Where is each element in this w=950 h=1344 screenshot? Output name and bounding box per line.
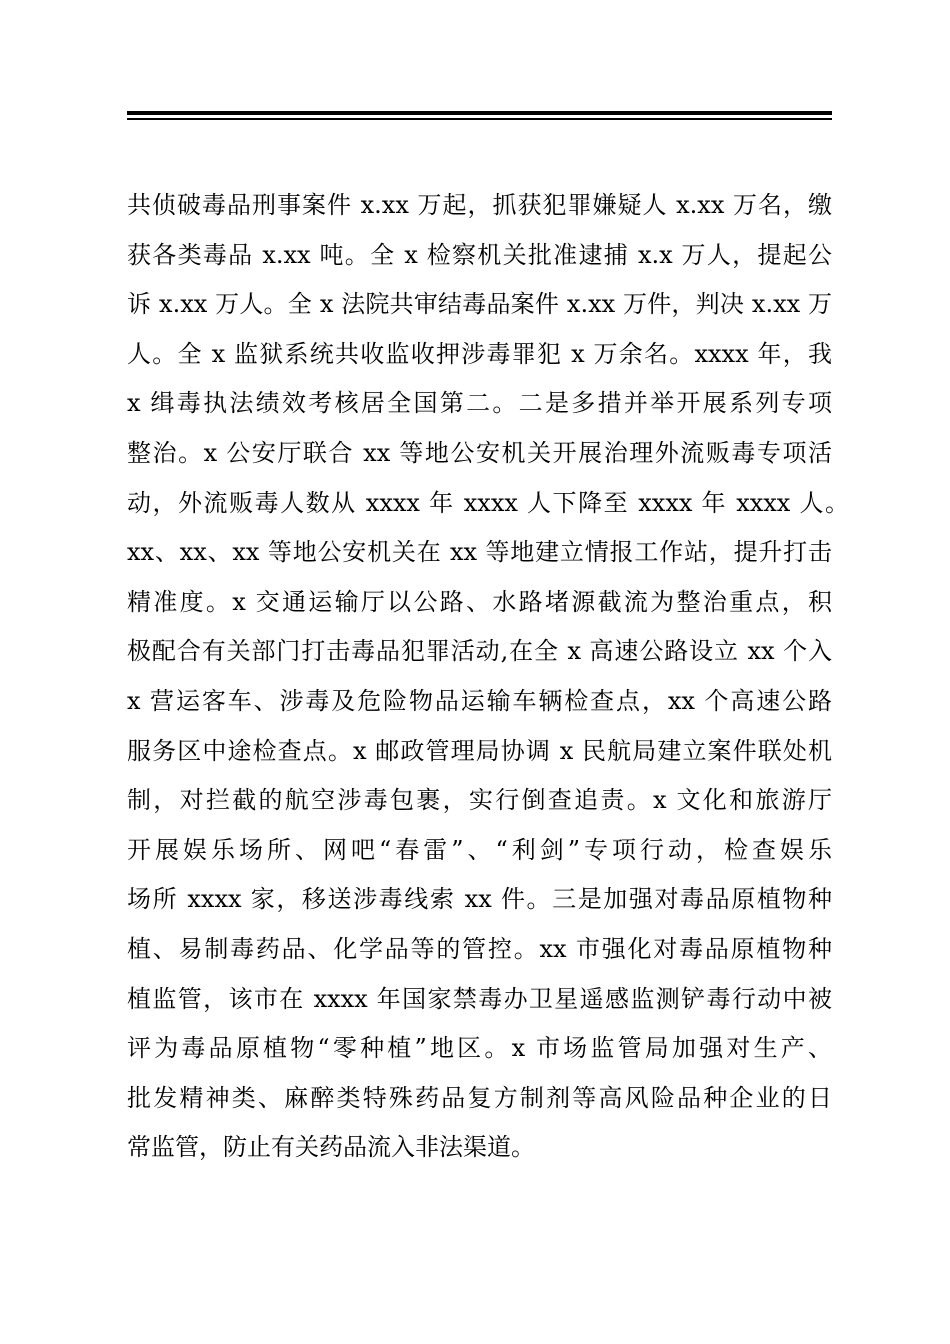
text-line: 常监管，防止有关药品流入非法渠道。 [127, 1133, 535, 1162]
text-line: 动，外流贩毒人数从 xxxx 年 xxxx 人下降至 xxxx 年 xxxx 人。 [127, 488, 849, 517]
text-line: 精准度。x 交通运输厅以公路、水路堵源截流为整治重点，积 [127, 587, 832, 616]
text-line: 诉 x.xx 万人。全 x 法院共审结毒品案件 x.xx 万件，判决 x.xx 万 [127, 290, 832, 319]
text-line: x 营运客车、涉毒及危险物品运输车辆检查点，xx 个高速公路 [127, 686, 832, 715]
text-line: 人。全 x 监狱系统共收监收押涉毒罪犯 x 万余名。xxxx 年，我 [127, 339, 832, 368]
text-line: 批发精神类、麻醉类特殊药品复方制剂等高风险品种企业的日 [127, 1083, 832, 1112]
text-line: 整治。x 公安厅联合 xx 等地公安机关开展治理外流贩毒专项活 [127, 438, 832, 467]
text-line: xx、xx、xx 等地公安机关在 xx 等地建立情报工作站，提升打击 [127, 538, 832, 567]
text-line: 极配合有关部门打击毒品犯罪活动,在全 x 高速公路设立 xx 个入 [127, 637, 832, 666]
text-line: 制，对拦截的航空涉毒包裹，实行倒查追责。x 文化和旅游厅 [127, 786, 832, 815]
text-line: 开展娱乐场所、网吧“春雷”、“利剑”专项行动，检查娱乐 [127, 835, 832, 864]
header-rule-thick [127, 111, 832, 115]
text-line: 获各类毒品 x.xx 吨。全 x 检察机关批准逮捕 x.x 万人，提起公 [127, 240, 832, 269]
body-paragraph [127, 181, 857, 1173]
text-line: 共侦破毒品刑事案件 x.xx 万起，抓获犯罪嫌疑人 x.xx 万名，缴 [127, 191, 832, 219]
text-line: 植监管，该市在 xxxx 年国家禁毒办卫星遥感监测铲毒行动中被 [127, 984, 832, 1013]
text-line: 植、易制毒药品、化学品等的管控。xx 市强化对毒品原植物种 [127, 934, 832, 963]
text-line: 评为毒品原植物“零种植”地区。x 市场监管局加强对生产、 [127, 1034, 832, 1063]
text-line: 场所 xxxx 家，移送涉毒线索 xx 件。三是加强对毒品原植物种 [127, 885, 832, 914]
header-rule-thin [127, 118, 832, 120]
text-line: x 缉毒执法绩效考核居全国第二。二是多措并举开展系列专项 [127, 389, 832, 418]
text-line: 服务区中途检查点。x 邮政管理局协调 x 民航局建立案件联处机 [127, 736, 832, 765]
